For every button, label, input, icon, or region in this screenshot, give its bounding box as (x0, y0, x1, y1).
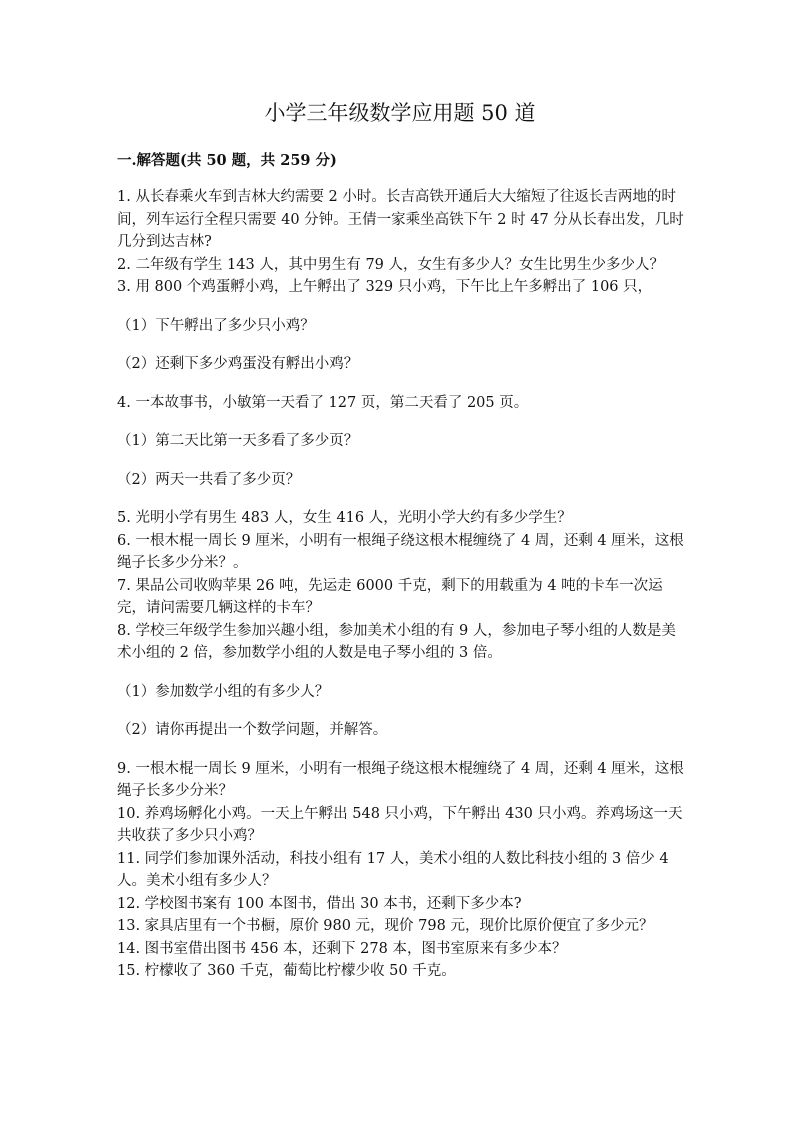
question-5: 5. 光明小学有男生 483 人，女生 416 人，光明小学大约有多少学生？ (117, 510, 572, 526)
question-3: 3. 用 800 个鸡蛋孵小鸡，上午孵出了 329 只小鸡，下午比上午多孵出了 106 只， (117, 279, 653, 295)
question-14: 14. 图书室借出图书 456 本，还剩下 278 本，图书室原来有多少本？ (117, 940, 567, 957)
question-list (117, 186, 687, 983)
question-4: 4. 一本故事书，小敏第一天看了 127 页，第二天看了 205 页。 (117, 394, 529, 411)
question-4-sub-1: （1）第二天比第一天多看了多少页？ (117, 433, 359, 449)
question-6: 6. 一根木棍一周长 9 厘米，小明有一根绳子绕这根木棍缠绕了 4 周，还剩 4 厘米，这根绳子长多少分米？。 (117, 532, 684, 571)
question-8-sub-1: （1）参加数学小组的有多少人？ (117, 683, 330, 700)
question-8: 8. 学校三年级学生参加兴趣小组，参加美术小组的有 9 人，参加电子琴小组的人数是美术小组的 2 倍，参加数学小组的人数是电子琴小组的 3 倍。 (117, 622, 676, 661)
question-2: 2. 二年级有学生 143 人，其中男生有 79 人，女生有多少人？女生比男生少多少人？ (117, 256, 665, 273)
question-15: 15. 柠檬收了 360 千克，葡萄比柠檬少收 50 千克。 (117, 963, 456, 979)
question-11: 11. 同学们参加课外活动，科技小组有 17 人，美术小组的人数比科技小组的 3 倍少 4 人。美术小组有多少人？ (117, 850, 669, 889)
section-heading: 一.解答题(共 50 题，共 259 分) (117, 152, 337, 169)
page-title: 小学三年级数学应用题 50 道 (264, 101, 536, 125)
question-8-sub-2: （2）请你再提出一个数学问题，并解答。 (117, 722, 388, 738)
question-3-sub-2: （2）还剩下多少鸡蛋没有孵出小鸡？ (117, 356, 359, 372)
question-13: 13. 家具店里有一个书橱，原价 980 元，现价 798 元，现价比原价便宜了多少元？ (117, 918, 654, 934)
question-12: 12. 学校图书案有 100 本图书，借出 30 本书，还剩下多少本? (117, 895, 522, 912)
question-3-sub-1: （1）下午孵出了多少只小鸡？ (117, 317, 315, 334)
question-1: 1. 从长春乘火车到吉林大约需要 2 小时。长吉高铁开通后大大缩短了往返长吉两地的时间，列车运行全程只需要 40 分钟。王倩一家乘坐高铁下午 2 时 47 分从长春出发，几时几分到达吉林? (117, 189, 684, 250)
question-7: 7. 果品公司收购苹果 26 吨，先运走 6000 千克，剩下的用载重为 4 吨的卡车一次运完，请问需要几辆这样的卡车？ (117, 577, 663, 616)
question-10: 10. 养鸡场孵化小鸡。一天上午孵出 548 只小鸡，下午孵出 430 只小鸡。养鸡场这一天共收获了多少只小鸡？ (117, 805, 683, 844)
question-4-sub-2: （2）两天一共看了多少页？ (117, 471, 301, 488)
question-9: 9. 一根木棍一周长 9 厘米，小明有一根绳子绕这根木棍缠绕了 4 周，还剩 4 厘米，这根绳子长多少分米？ (117, 760, 684, 799)
